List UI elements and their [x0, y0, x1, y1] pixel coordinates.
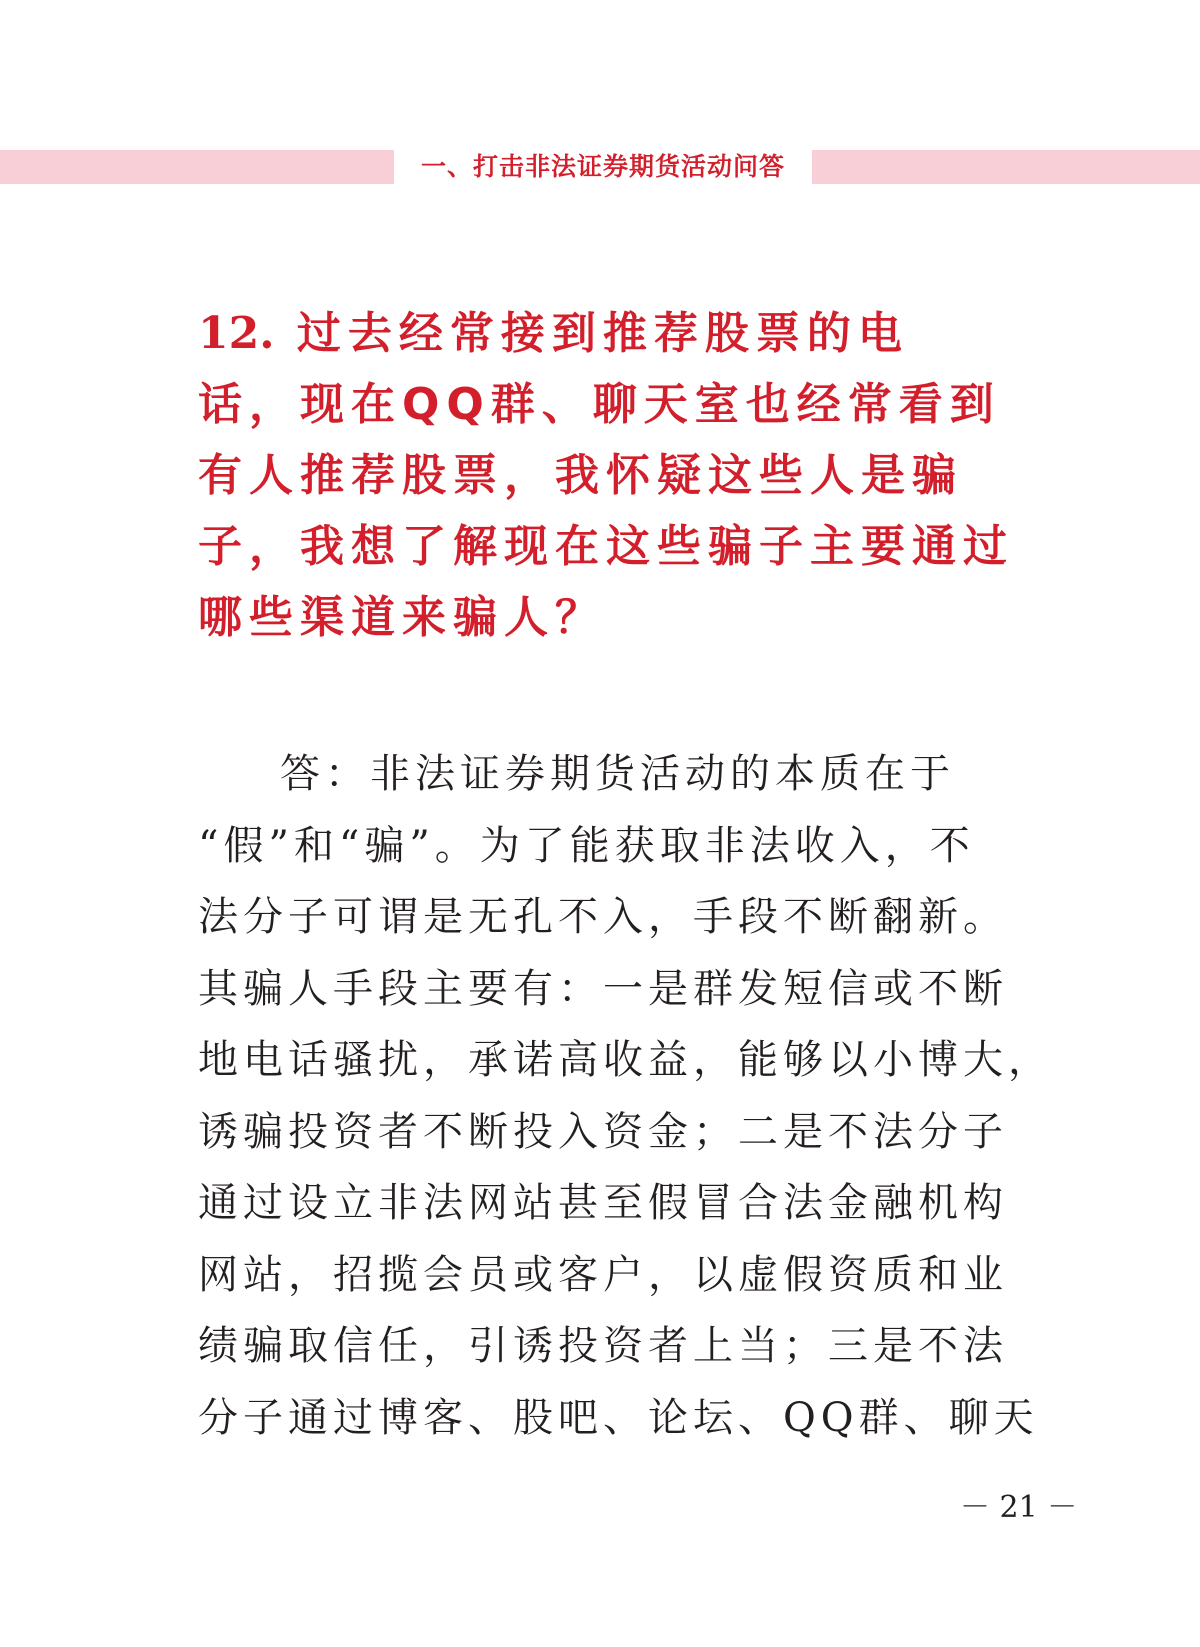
- question-line: 子，我想了解现在这些骗子主要通过: [198, 521, 1014, 572]
- header-band-right: [812, 150, 1200, 184]
- question-line: 话，现在QQ群、聊天室也经常看到: [198, 379, 1001, 430]
- answer-line: “假”和“骗”。为了能获取非法收入，不: [198, 822, 975, 869]
- answer-line: 分子通过博客、股吧、论坛、QQ群、聊天: [198, 1394, 1039, 1441]
- page-number: － 21 －: [960, 1490, 1078, 1525]
- answer-line: 网站，招揽会员或客户，以虚假资质和业: [198, 1251, 1008, 1298]
- question-block: [198, 298, 1018, 653]
- answer-line: 法分子可谓是无孔不入，手段不断翻新。: [198, 894, 1008, 940]
- section-title: 一、打击非法证券期货活动问答: [420, 152, 785, 181]
- question-number: 12.: [198, 308, 275, 359]
- answer-block: [198, 739, 1053, 1454]
- question-line: [198, 298, 1018, 369]
- answer-line: 通过设立非法网站甚至假冒合法金融机构: [198, 1180, 1008, 1226]
- answer-line: 地电话骚扰，承诺高收益，能够以小博大，: [198, 1037, 1053, 1083]
- question-line: 哪些渠道来骗人？: [198, 592, 606, 643]
- header-band-left: [0, 150, 394, 184]
- question-line: 有人推荐股票，我怀疑这些人是骗: [198, 450, 963, 501]
- answer-line: 诱骗投资者不断投入资金；二是不法分子: [198, 1108, 1008, 1155]
- answer-line: 绩骗取信任，引诱投资者上当；三是不法: [198, 1323, 1008, 1369]
- answer-line: 其骗人手段主要有：一是群发短信或不断: [198, 965, 1008, 1012]
- answer-line: 答：非法证券期货活动的本质在于: [280, 751, 955, 797]
- question-text: 过去经常接到推荐股票的电: [296, 308, 909, 359]
